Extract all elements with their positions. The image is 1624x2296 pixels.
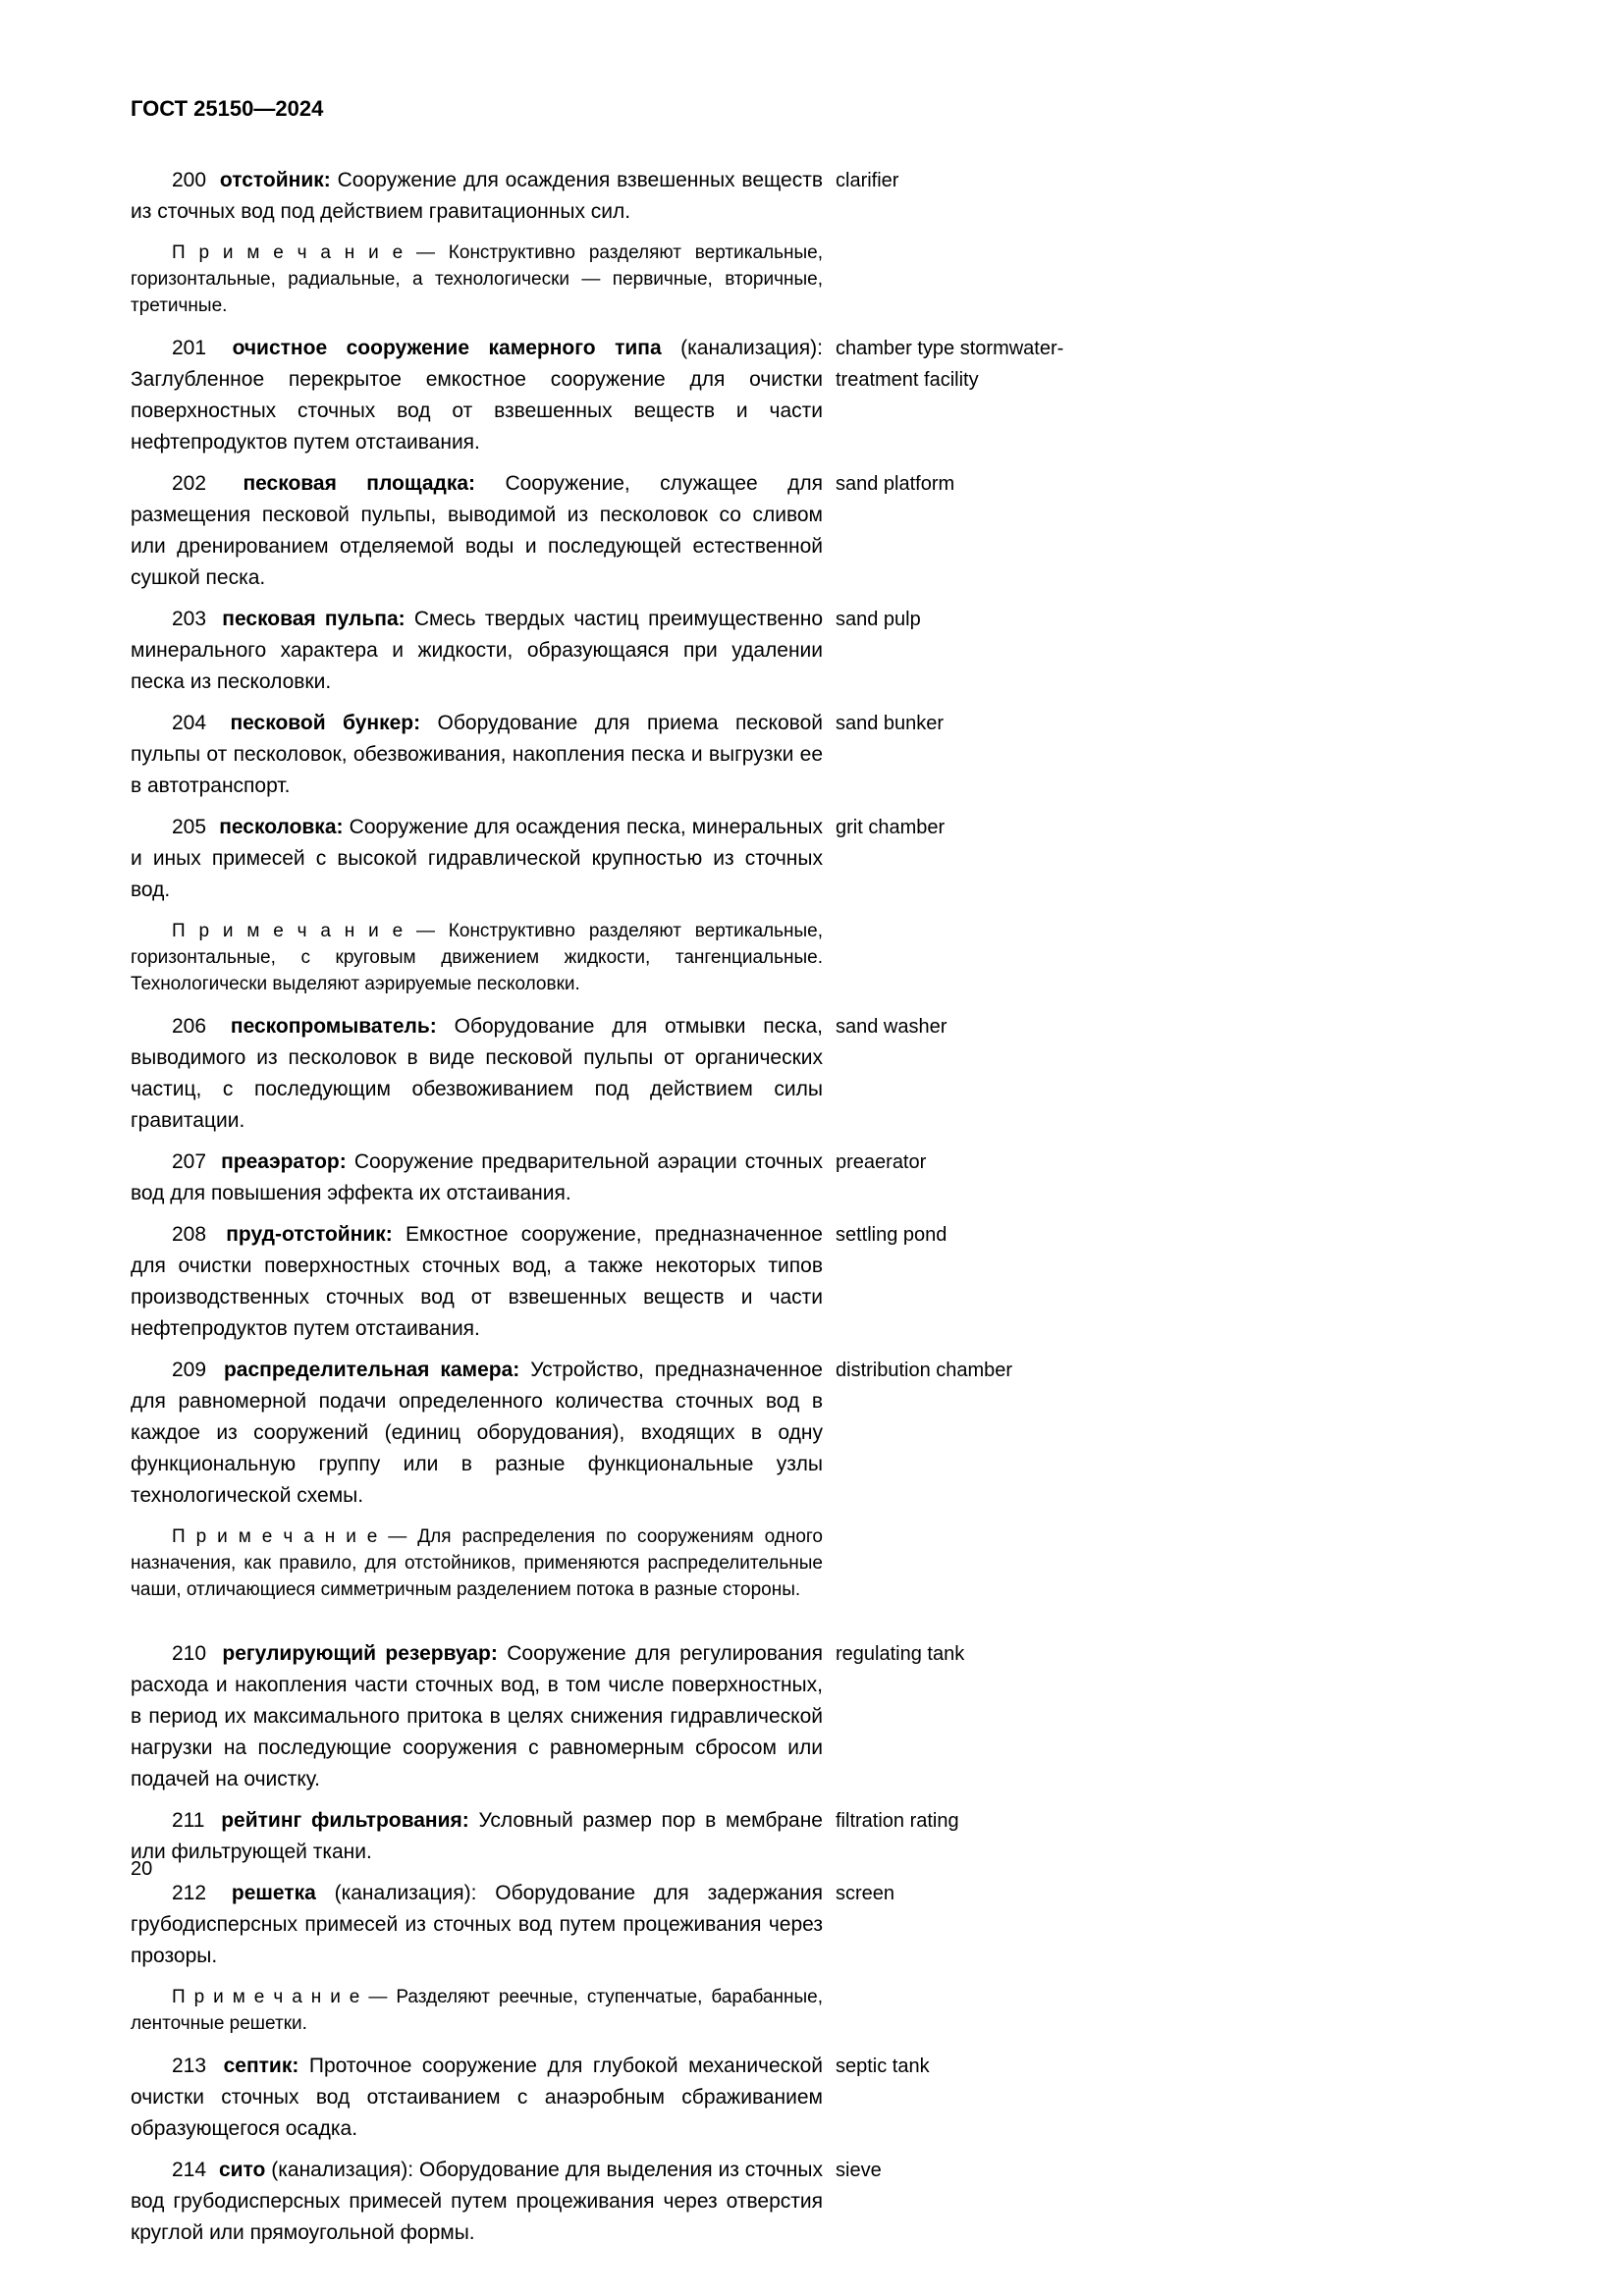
term-definition [131,468,823,594]
term-note: П р и м е ч а н и е — Конструктивно разделяют вертикальные, горизонтальные, радиальные, а технологически — первичные, вторичные, третичные. [131,242,823,316]
english-term: screen [836,1883,895,1904]
term-entry [131,165,1122,323]
term-definition-text: Оборудование для приема песковой пульпы от песколовок, обезвоживания, накопления песка и выгрузки ее в автотранспорт. [131,712,823,797]
term-definition [131,1219,823,1345]
term-name: септик: [223,2055,299,2077]
term-number: 200 [172,169,207,191]
term-definition-text: Заглубленное перекрытое емкостное сооружение для очистки поверхностных сточных вод от взвешенных веществ и части нефтепродуктов путем отстаивания. [131,368,823,454]
term-definition [131,812,823,906]
term-definition-text: Сооружение, служащее для размещения песковой пульпы, выводимой из песколовок со сливом или дренированием отделяемой воды и последующей естественной сушкой песка. [131,472,824,589]
english-term: sand bunker [836,713,945,734]
term-qualifier: (канализация): [680,337,823,359]
term-entry [131,1011,1122,1137]
term-name: песковой бункер: [230,712,421,734]
term-definition-text: Проточное сооружение для глубокой механической очистки сточных вод отстаиванием с анаэробным сбраживанием образующегося осадка. [131,2055,824,2140]
english-term: filtration rating [836,1810,959,1832]
english-term: sieve [836,2160,882,2181]
term-definition [131,165,823,228]
terminology-entries [131,165,1122,2249]
term-entry [131,1878,1122,2041]
english-term: sand washer [836,1016,947,1038]
term-name: рейтинг фильтрования: [221,1809,469,1832]
english-term: septic tank [836,2056,930,2077]
term-definition-text: Условный размер пор в мембране или фильтрующей ткани. [131,1809,823,1863]
term-note: П р и м е ч а н и е — Разделяют реечные, ступенчатые, барабанные, ленточные решетки. [131,1987,823,2034]
english-term: sand pulp [836,609,921,630]
term-definition [131,1011,823,1137]
term-entry [131,1805,1122,1868]
term-number: 211 [172,1809,205,1832]
english-term: clarifier [836,170,899,191]
term-entry [131,1638,1122,1795]
term-name: преаэратор: [221,1150,347,1173]
term-name: регулирующий резервуар: [222,1642,498,1665]
term-note: П р и м е ч а н и е — Для распределения по сооружениям одного назначения, как правило, для отстойников, применяются распределительные чаши, отличающиеся симметричным разделением потока в разные стороны. [131,1526,823,1600]
term-definition-text: Сооружение для осаждения взвешенных веществ из сточных вод под действием гравитационных сил. [131,169,824,223]
term-name: пруд-отстойник: [226,1223,393,1246]
term-name: сито [218,2159,266,2181]
term-definition [131,1638,823,1795]
term-number: 212 [172,1882,207,1904]
term-definition-text: Устройство, предназначенное для равномерной подачи определенного количества сточных вод в каждое из сооружений (единиц оборудования), входящих в одну функциональную группу или в разные функциональные узлы технологической схемы. [131,1359,823,1507]
term-name: распределительная камера: [223,1359,520,1381]
term-number: 201 [172,337,207,359]
term-number: 202 [172,472,207,495]
term-number: 214 [172,2159,207,2181]
term-entry [131,1219,1122,1345]
term-entry-main [131,1011,823,1137]
term-entry [131,708,1122,802]
term-number: 208 [172,1223,207,1246]
term-name: песколовка: [219,816,344,838]
term-entry-main [131,1355,823,1607]
term-definition [131,1878,823,1972]
term-entry [131,604,1122,698]
term-definition-text: Сооружение для осаждения песка, минеральных и иных примесей с высокой гидравлической крупностью из сточных вод. [131,816,823,901]
term-entry [131,1355,1122,1607]
term-definition [131,604,823,698]
term-name: песковая пульпа: [222,608,406,630]
term-entry-main [131,812,823,1001]
term-definition-text: Оборудование для отмывки песка, выводимого из песколовок в виде песковой пульпы от органических частиц, с последующим обезвоживанием под действием силы гравитации. [131,1015,823,1132]
term-definition [131,1805,823,1868]
term-name: отстойник: [219,169,331,191]
term-entry [131,2155,1122,2249]
term-entry-main [131,2155,823,2249]
term-number: 205 [172,816,207,838]
term-entry-main [131,1219,823,1345]
term-entry-main [131,1638,823,1795]
term-entry [131,333,1122,458]
term-entry-main [131,604,823,698]
term-entry-main [131,1878,823,2041]
english-term: regulating tank [836,1643,965,1665]
term-definition [131,2155,823,2249]
term-number: 209 [172,1359,207,1381]
term-number: 213 [172,2055,207,2077]
term-entry-main [131,468,823,594]
term-definition-text: Оборудование для выделения из сточных вод грубодисперсных примесей путем процеживания через отверстия круглой или прямоугольной формы. [131,2159,823,2244]
term-definition-text: Сооружение предварительной аэрации сточных вод для повышения эффекта их отстаивания. [131,1150,823,1204]
term-definition [131,708,823,802]
term-qualifier: (канализация): [271,2159,420,2181]
term-number: 210 [172,1642,207,1665]
english-term: distribution chamber [836,1360,1013,1381]
term-entry [131,812,1122,1001]
term-definition-text: Емкостное сооружение, предназначенное для очистки поверхностных сточных вод, а также некоторых типов производственных сточных вод от взвешенных веществ и части нефтепродуктов путем отстаивания. [131,1223,823,1340]
term-qualifier: (канализация): [334,1882,496,1904]
term-definition-text: Оборудование для задержания грубодисперсных примесей из сточных вод путем процеживания через прозоры. [131,1882,823,1967]
term-definition [131,333,823,458]
term-definition [131,2051,823,2145]
term-definition [131,1355,823,1512]
term-name: пескопромыватель: [230,1015,437,1038]
english-term: chamber type stormwater-treatment facility [836,338,1064,391]
term-name: решетка [231,1882,316,1904]
term-entry [131,1147,1122,1209]
term-number: 203 [172,608,207,630]
term-entry-main [131,333,823,458]
term-entry-main [131,165,823,323]
term-entry-main [131,708,823,802]
term-number: 207 [172,1150,207,1173]
term-entry [131,468,1122,594]
term-entry-main [131,2051,823,2145]
term-entry-main [131,1805,823,1868]
term-name: песковая площадка: [243,472,476,495]
english-term: grit chamber [836,817,946,838]
term-number: 206 [172,1015,207,1038]
english-term: preaerator [836,1151,927,1173]
document-standard-number: ГОСТ 25150—2024 [131,96,324,121]
term-entry [131,2051,1122,2145]
term-definition [131,1147,823,1209]
term-definition-text: Сооружение для регулирования расхода и накопления части сточных вод, в том числе поверхностных, в период их максимального притока в целях снижения гидравлической нагрузки на последующие сооружения с равномерным сбросом или подачей на очистку. [131,1642,823,1790]
term-note: П р и м е ч а н и е — Конструктивно разделяют вертикальные, горизонтальные, с круговым движением жидкости, тангенциальные. Технологически выделяют аэрируемые песколовки. [131,921,823,994]
term-name: очистное сооружение камерного типа [232,337,662,359]
term-number: 204 [172,712,207,734]
term-entry-main [131,1147,823,1209]
english-term: settling pond [836,1224,947,1246]
term-definition-text: Смесь твердых частиц преимущественно минерального характера и жидкости, образующаяся при удалении песка из песколовки. [131,608,824,693]
page-number: 20 [131,1858,153,1880]
english-term: sand platform [836,473,955,495]
